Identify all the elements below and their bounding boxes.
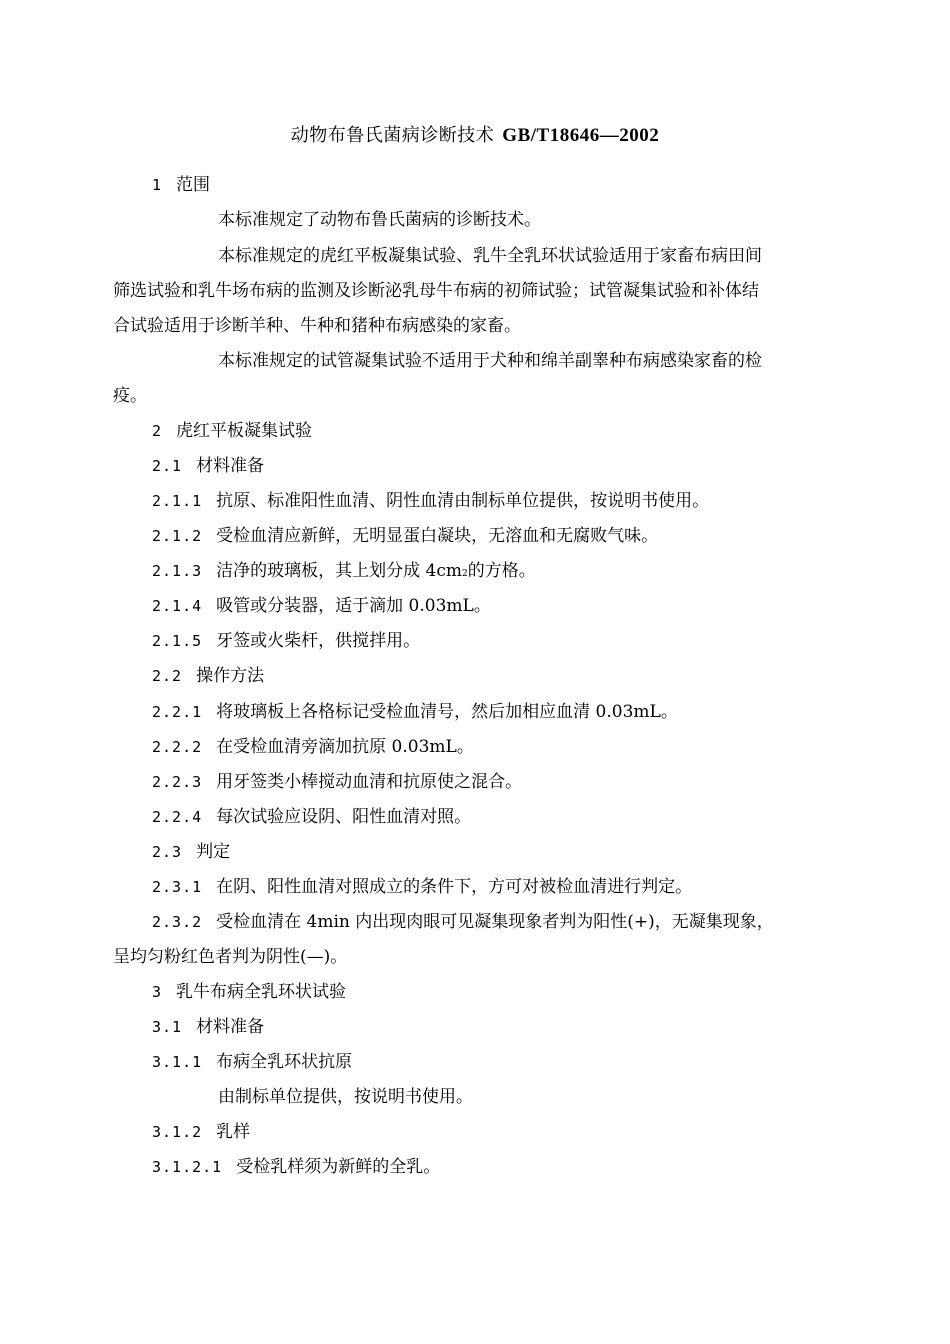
clause-2-1-1 (152, 489, 709, 513)
section-2-heading (152, 419, 312, 443)
section-title: 乳牛布病全乳环状试验 (176, 982, 347, 1002)
section-title: 范围 (176, 175, 211, 195)
clause-text: 每次试验应设阴、阳性血清对照。 (216, 807, 472, 827)
clause-text: 布病全乳环状抗原 (216, 1052, 353, 1072)
clause-2-1-5 (152, 629, 420, 653)
subsection-2-1-heading (152, 454, 264, 478)
section-number: 2.1 (152, 457, 183, 475)
clause-text: 用牙签类小棒搅动血清和抗原使之混合。 (216, 772, 523, 792)
clause-2-1-2 (152, 524, 658, 548)
clause-3-1-1 (152, 1050, 352, 1074)
subsection-2-2-heading (152, 664, 264, 688)
clause-number: 2.2.4 (152, 808, 203, 826)
clause-number: 3.1.2 (152, 1123, 203, 1141)
clause-number: 2.2.3 (152, 773, 203, 791)
section-number: 3 (152, 983, 163, 1001)
clause-2-1-4 (152, 594, 491, 618)
clause-number: 2.1.5 (152, 632, 203, 650)
section-1-heading (152, 173, 210, 197)
clause-number: 2.1.2 (152, 527, 203, 545)
paragraph-line: 筛选试验和乳牛场布病的监测及诊断泌乳母牛布病的初筛试验；试管凝集试验和补体结 (113, 281, 759, 301)
clause-text: 将玻璃板上各格标记受检血清号，然后加相应血清 0.03mL。 (216, 702, 678, 722)
clause-text: 受检血清在 4min 内出现肉眼可见凝集现象者判为阳性(+)，无凝集现象， (216, 912, 774, 932)
clause-2-3-2-continuation: 呈均匀粉红色者判为阴性(—)。 (113, 947, 348, 967)
clause-text: 受检乳样须为新鲜的全乳。 (236, 1157, 441, 1177)
paragraph-line: 合试验适用于诊断羊种、牛种和猪种布病感染的家畜。 (113, 316, 521, 336)
clause-number: 3.1.2.1 (152, 1158, 223, 1176)
subsection-3-1-heading (152, 1015, 264, 1039)
clause-number: 2.1.3 (152, 562, 203, 580)
clause-number: 2.2.1 (152, 703, 203, 721)
section-number: 3.1 (152, 1018, 183, 1036)
section-title: 操作方法 (196, 666, 265, 686)
paragraph-line: 本标准规定的试管凝集试验不适用于犬种和绵羊副睾种布病感染家畜的检 (218, 351, 762, 371)
clause-text: 受检血清应新鲜，无明显蛋白凝块，无溶血和无腐败气味。 (216, 526, 659, 546)
clause-number: 2.2.2 (152, 738, 203, 756)
section-number: 2.2 (152, 667, 183, 685)
clause-2-2-2 (152, 735, 474, 759)
clause-number: 2.3.2 (152, 913, 203, 931)
clause-text: 乳样 (216, 1122, 251, 1142)
section-title: 判定 (196, 842, 231, 862)
section-title: 材料准备 (196, 456, 265, 476)
paragraph-line: 本标准规定的虎红平板凝集试验、乳牛全乳环状试验适用于家畜布病田间 (218, 246, 762, 266)
standard-code: GB/T18646—2002 (502, 125, 660, 146)
unit-exponent: 2 (462, 569, 468, 579)
clause-text: 抗原、标准阳性血清、阴性血清由制标单位提供，按说明书使用。 (216, 491, 710, 511)
section-title: 材料准备 (196, 1017, 265, 1037)
clause-number: 3.1.1 (152, 1053, 203, 1071)
clause-2-1-3 (152, 559, 536, 586)
paragraph-line: 疫。 (113, 386, 147, 406)
clause-number: 2.1.1 (152, 492, 203, 510)
clause-2-3-2 (152, 910, 774, 934)
clause-2-2-4 (152, 805, 471, 829)
clause-3-1-1-paragraph: 由制标单位提供，按说明书使用。 (218, 1087, 473, 1107)
clause-text: 吸管或分装器，适于滴加 0.03mL。 (216, 596, 491, 616)
clause-2-2-1 (152, 700, 678, 724)
clause-text: 洁净的玻璃板，其上划分成 4cm (216, 561, 463, 581)
clause-number: 2.3.1 (152, 878, 203, 896)
paragraph: 本标准规定了动物布鲁氏菌病的诊断技术。 (218, 210, 541, 230)
clause-text: 在受检血清旁滴加抗原 0.03mL。 (216, 737, 474, 757)
section-title: 虎红平板凝集试验 (176, 421, 313, 441)
clause-3-1-2-1 (152, 1155, 440, 1179)
section-3-heading (152, 980, 346, 1004)
clause-text-end: 的方格。 (467, 561, 536, 581)
clause-2-2-3 (152, 770, 522, 794)
subsection-2-3-heading (152, 840, 230, 864)
clause-text: 牙签或火柴杆，供搅拌用。 (216, 631, 421, 651)
clause-2-3-1 (152, 875, 692, 899)
section-number: 2.3 (152, 843, 183, 861)
clause-number: 2.1.4 (152, 597, 203, 615)
title-text: 动物布鲁氏菌病诊断技术 (290, 125, 495, 146)
section-number: 1 (152, 176, 163, 194)
clause-3-1-2 (152, 1120, 250, 1144)
clause-text: 在阴、阳性血清对照成立的条件下，方可对被检血清进行判定。 (216, 877, 693, 897)
section-number: 2 (152, 422, 163, 440)
document-title (0, 121, 950, 147)
